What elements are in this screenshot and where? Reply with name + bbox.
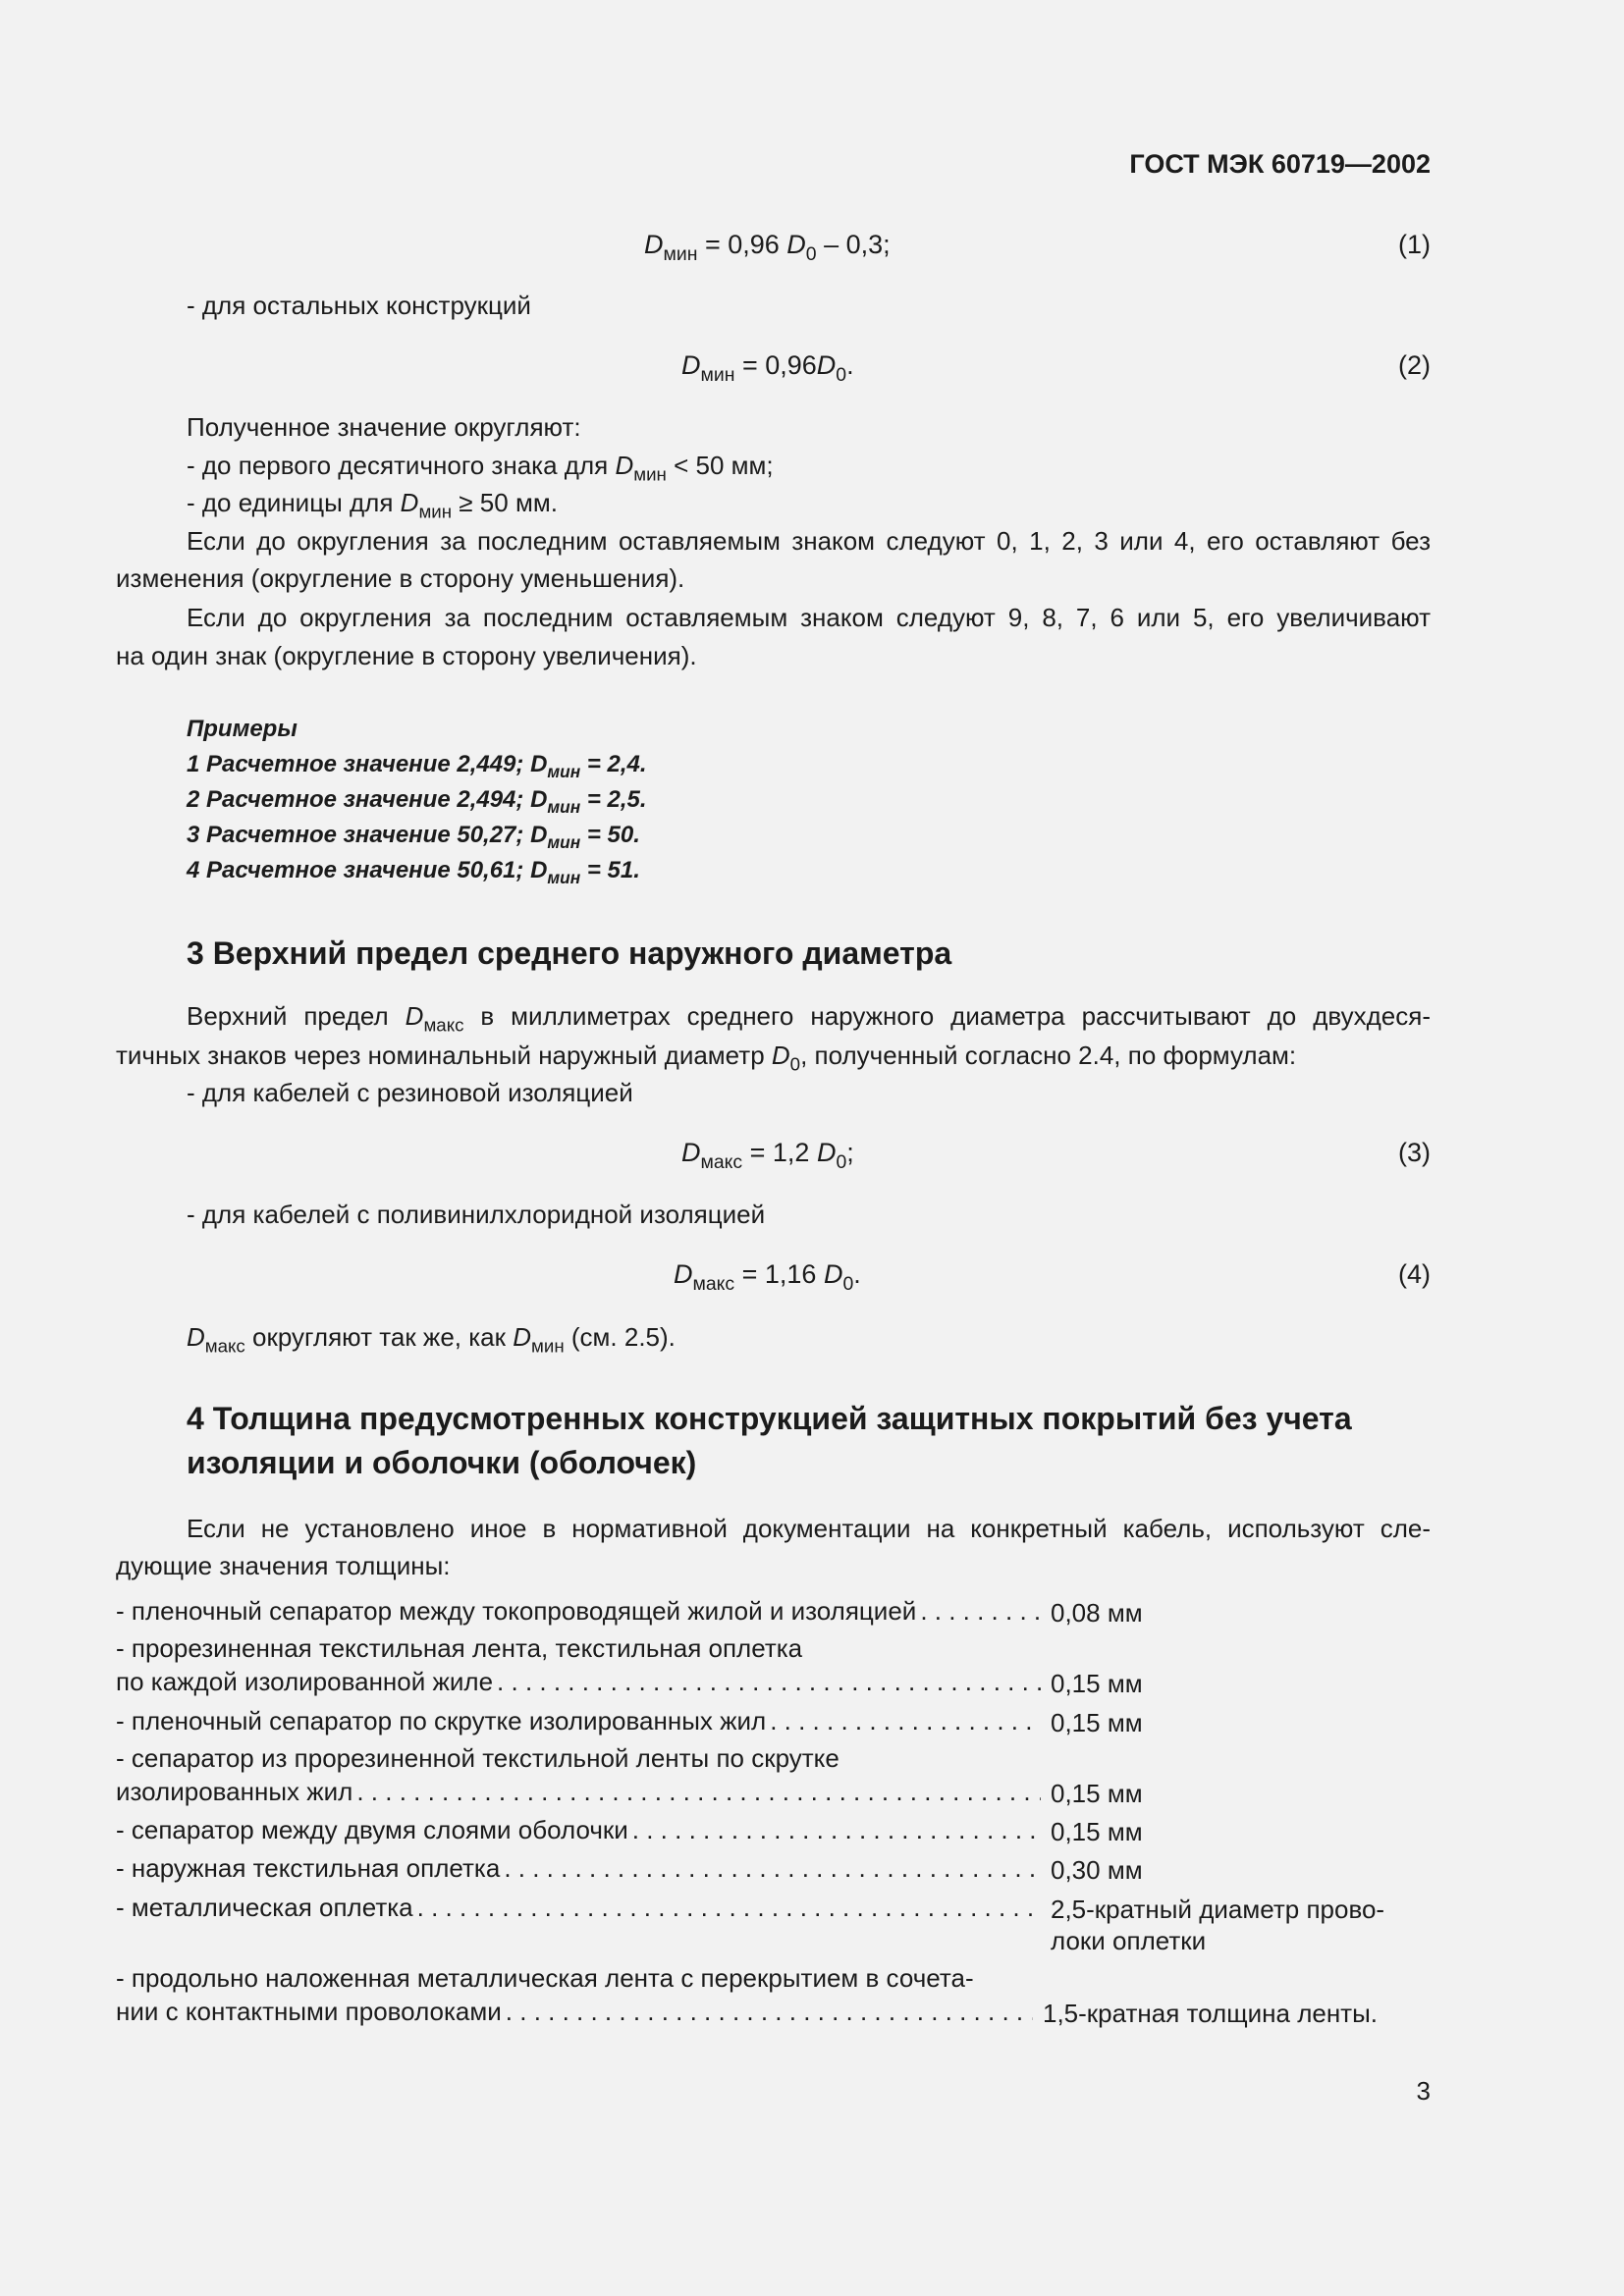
thickness-item-label: - сепаратор между двумя слоями оболочки . . . bbox=[116, 1817, 1049, 1842]
thickness-item-value: 0,15 мм bbox=[1051, 1708, 1143, 1737]
thickness-item-value: 0,15 мм bbox=[1051, 1669, 1143, 1698]
thickness-item-value-cont: локи оплетки bbox=[1051, 1926, 1207, 1955]
equation-1: $D_{мин} = 0,96$ $D_0 - 0,3$; bbox=[644, 230, 891, 265]
rounding-paragraph-1-line-2: изменения (округление в сторону уменьшения). bbox=[116, 563, 685, 593]
rounding-bullet-2: - до единицы для $D_{мин} \ge 50$ мм. bbox=[187, 488, 558, 522]
thickness-item-label: - продольно наложенная металлическая лента с перекрытием в сочета- bbox=[116, 1963, 974, 1993]
section-4-heading-line-2: изоляции и оболочки (оболочек) bbox=[187, 1445, 697, 1480]
thickness-item-value: 0,08 мм bbox=[1051, 1598, 1143, 1628]
thickness-item-value: 0,15 мм bbox=[1051, 1779, 1143, 1808]
equation-2-number: (2) bbox=[1398, 350, 1431, 380]
section-3-rounding-note: $D_{макс}$ округляют так же, как $D_{мин}$ (см. 2.5). bbox=[187, 1322, 676, 1357]
thickness-item-value: 2,5-кратный диаметр прово- bbox=[1051, 1895, 1385, 1924]
section-4-paragraph-line-1: Если не установлено иное в нормативной документации на конкретный кабель, используют сле- bbox=[187, 1514, 1431, 1543]
equation-3: $D_{макс} = 1,2$ $D_0$; bbox=[681, 1138, 854, 1173]
thickness-item-label: - прорезиненная текстильная лента, текстильная оплетка bbox=[116, 1633, 803, 1663]
thickness-item-label: - пленочный сепаратор между токопроводящей жилой и изоляцией . . . bbox=[116, 1598, 1049, 1624]
section-3-paragraph-line-2: тичных знаков через номинальный наружный диаметр $D_0$, полученный согласно 2.4, по формулам: bbox=[116, 1041, 1297, 1075]
thickness-item-label: - металлическая оплетка . . . bbox=[116, 1895, 1049, 1920]
rounding-intro: Полученное значение округляют: bbox=[187, 412, 581, 442]
thickness-item-label: - пленочный сепаратор по скрутке изолированных жил . . . bbox=[116, 1708, 1049, 1734]
examples-title: Примеры bbox=[187, 716, 298, 742]
thickness-item-label-cont: по каждой изолированной жиле . . . bbox=[116, 1669, 1049, 1694]
section-3-paragraph-line-1: Верхний предел $D_{макс}$ в миллиметрах среднего наружного диаметра рассчитывают до двухдеся- bbox=[187, 1001, 1431, 1036]
rounding-bullet-1: - до первого десятичного знака для $D_{мин} < 50$ мм; bbox=[187, 451, 774, 485]
equation-3-number: (3) bbox=[1398, 1138, 1431, 1167]
example-item: 4 Расчетное значение 50,61; $D_{мин} = 51$. bbox=[187, 857, 640, 888]
bullet-pvc-insulation: - для кабелей с поливинилхлоридной изоляцией bbox=[187, 1200, 766, 1229]
equation-2: $D_{мин} = 0,96D_0$. bbox=[681, 350, 854, 386]
example-item: 3 Расчетное значение 50,27; $D_{мин} = 50$. bbox=[187, 822, 640, 853]
equation-4-number: (4) bbox=[1398, 1259, 1431, 1289]
equation-4: $D_{макс} = 1,16$ $D_0$. bbox=[674, 1259, 861, 1295]
bullet-other-constructions: - для остальных конструкций bbox=[187, 291, 531, 320]
thickness-item-value: 0,30 мм bbox=[1051, 1855, 1143, 1885]
section-4-heading-line-1: 4 Толщина предусмотренных конструкцией защитных покрытий без учета bbox=[187, 1401, 1352, 1436]
thickness-item-label-cont: нии с контактными проволоками . . . bbox=[116, 1999, 1041, 2024]
thickness-item-label: - наружная текстильная оплетка . . . bbox=[116, 1855, 1049, 1881]
thickness-item-label-cont: изолированных жил . . . bbox=[116, 1779, 1049, 1804]
example-item: 2 Расчетное значение 2,494; $D_{мин} = 2,5$. bbox=[187, 786, 647, 818]
bullet-rubber-insulation: - для кабелей с резиновой изоляцией bbox=[187, 1078, 633, 1107]
example-item: 1 Расчетное значение 2,449; $D_{мин} = 2,4$. bbox=[187, 751, 647, 782]
section-4-paragraph-line-2: дующие значения толщины: bbox=[116, 1551, 451, 1580]
document-header: ГОСТ МЭК 60719—2002 bbox=[1129, 149, 1431, 179]
thickness-item-value: 0,15 мм bbox=[1051, 1817, 1143, 1846]
thickness-item-value: 1,5-кратная толщина ленты. bbox=[1043, 1999, 1378, 2028]
rounding-paragraph-2-line-2: на один знак (округление в сторону увеличения). bbox=[116, 641, 697, 670]
equation-1-number: (1) bbox=[1398, 230, 1431, 259]
rounding-paragraph-2-line-1: Если до округления за последним оставляемым знаком следуют 9, 8, 7, 6 или 5, его увеличивают bbox=[187, 603, 1431, 632]
thickness-item-label: - сепаратор из прорезиненной текстильной ленты по скрутке bbox=[116, 1743, 839, 1773]
section-3-heading: 3 Верхний предел среднего наружного диаметра bbox=[187, 935, 952, 971]
rounding-paragraph-1-line-1: Если до округления за последним оставляемым знаком следуют 0, 1, 2, 3 или 4, его оставляют без bbox=[187, 526, 1431, 556]
page-number: 3 bbox=[1416, 2076, 1431, 2106]
